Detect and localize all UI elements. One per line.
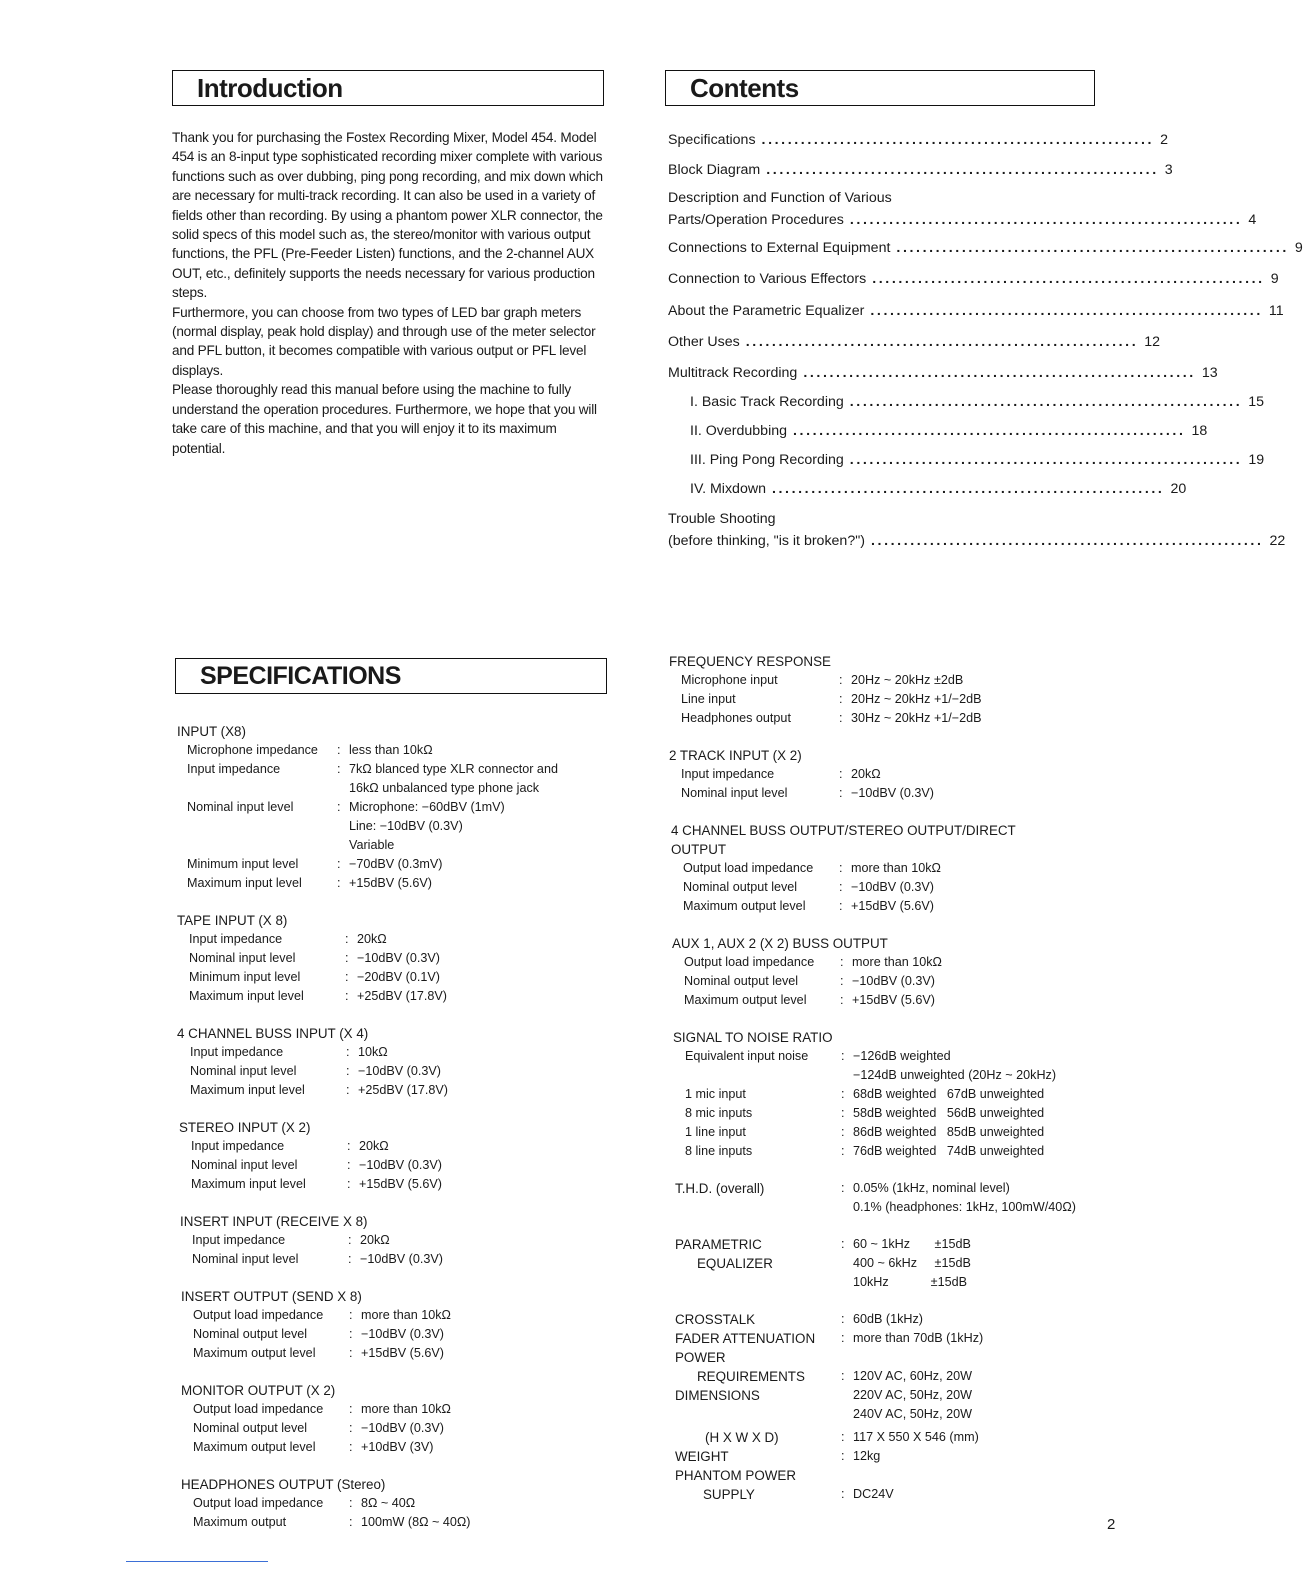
- spec-label: T.H.D. (overall): [675, 1181, 765, 1196]
- spec-label: Output load impedance: [193, 1308, 324, 1322]
- intro-paragraph-3: Please thoroughly read this manual before using the machine to fully understand the operation procedures. Furthermore, we hope that you will take care of this machine, and that you will enjoy it to its maximum potential.: [172, 382, 597, 456]
- spec-value: 100mW (8Ω ~ 40Ω): [361, 1515, 471, 1529]
- spec-value: +10dBV (3V): [361, 1440, 434, 1454]
- introduction-body: [172, 128, 604, 458]
- toc-title: About the Parametric Equalizer: [668, 303, 865, 319]
- spec-value: 0.1% (headphones: 1kHz, 100mW/40Ω): [853, 1200, 1076, 1214]
- spec-label: [675, 1198, 841, 1217]
- spec-value: Microphone: −60dBV (1mV): [349, 800, 505, 814]
- spec-value: 86dB weighted 85dB unweighted: [853, 1125, 1045, 1139]
- spec-row: [177, 779, 617, 798]
- spec-value: −20dBV (0.1V): [357, 970, 440, 984]
- spec-value: 20kΩ: [357, 932, 387, 946]
- toc-entry: (before thinking, "is it broken?") ............................................................ 22: [668, 533, 1286, 549]
- spec-value: more than 10kΩ: [852, 955, 942, 969]
- spec-label: 8 mic inputs: [685, 1106, 753, 1120]
- spec-label: [675, 1273, 841, 1292]
- spec-value: −10dBV (0.3V): [852, 974, 935, 988]
- spec-value: 20kΩ: [851, 767, 881, 781]
- toc-entry: About the Parametric Equalizer ............................................................ 11: [668, 303, 1284, 319]
- spec-row: Output load impedance : 8Ω ~ 40Ω: [181, 1494, 617, 1513]
- spec-value: more than 10kΩ: [361, 1402, 451, 1416]
- spec-value: +15dBV (5.6V): [359, 1177, 442, 1191]
- spec-label: REQUIREMENTS: [697, 1369, 805, 1384]
- toc-title: Connections to External Equipment: [668, 240, 891, 256]
- spec-row: WEIGHT : 12kg: [675, 1449, 881, 1464]
- spec-row: Input impedance : 20kΩ: [179, 1137, 617, 1156]
- toc-entry: Block Diagram ............................................................ 3: [668, 162, 1173, 178]
- spec-value: more than 10kΩ: [361, 1308, 451, 1322]
- spec-value: −10dBV (0.3V): [360, 1252, 443, 1266]
- spec-group: [177, 1287, 617, 1363]
- toc-entry: Parts/Operation Procedures ............................................................ 4: [668, 212, 1257, 228]
- spec-label: 1 mic input: [685, 1087, 746, 1101]
- toc-page: 20: [1170, 481, 1187, 497]
- spec-label: POWER: [675, 1350, 726, 1365]
- spec-value: −124dB unweighted (20Hz ~ 20kHz): [853, 1068, 1057, 1082]
- spec-row: Nominal output level : −10dBV (0.3V): [181, 1419, 617, 1438]
- spec-label: Nominal output level: [193, 1421, 308, 1435]
- spec-value: +15dBV (5.6V): [361, 1346, 444, 1360]
- spec-label: Output load impedance: [193, 1402, 324, 1416]
- spec-row: Headphones output : 30Hz ~ 20kHz +1/−2dB: [669, 709, 1109, 728]
- spec-group-title: SIGNAL TO NOISE RATIO: [673, 1030, 833, 1045]
- spec-row: REQUIREMENTS : 120V AC, 60Hz, 20W: [675, 1367, 1109, 1386]
- spec-row: Maximum output : 100mW (8Ω ~ 40Ω): [181, 1513, 617, 1532]
- spec-group-title: 4 CHANNEL BUSS OUTPUT/STEREO OUTPUT/DIRECT: [671, 823, 1016, 838]
- toc-title: III. Ping Pong Recording: [690, 452, 844, 468]
- spec-label: DIMENSIONS: [675, 1388, 760, 1403]
- toc-entry: IV. Mixdown ............................................................ 20: [690, 481, 1187, 497]
- spec-label: [685, 1066, 841, 1085]
- spec-row: Output load impedance : more than 10kΩ: [181, 1306, 617, 1325]
- spec-value: less than 10kΩ: [349, 743, 433, 757]
- spec-value: 240V AC, 50Hz, 20W: [853, 1407, 973, 1421]
- spec-label: Output load impedance: [684, 955, 815, 969]
- spec-row: Nominal input level : −10dBV (0.3V): [177, 1062, 617, 1081]
- toc-page: 9: [1294, 240, 1303, 256]
- spec-value: 16kΩ unbalanced type phone jack: [349, 781, 540, 795]
- spec-label: Nominal input level: [189, 951, 296, 965]
- specs-right-column: [669, 652, 1109, 1504]
- spec-label: Nominal input level: [187, 800, 294, 814]
- spec-value: more than 70dB (1kHz): [853, 1331, 984, 1345]
- spec-row: (H X W X D) : 117 X 550 X 546 (mm): [675, 1428, 1109, 1447]
- spec-value: 117 X 550 X 546 (mm): [853, 1430, 979, 1444]
- spec-label: Nominal output level: [193, 1327, 308, 1341]
- spec-value: DC24V: [853, 1487, 894, 1501]
- spec-row: Input impedance : 7kΩ blanced type XLR connector and: [177, 760, 617, 779]
- toc-entry: II. Overdubbing ............................................................ 18: [690, 423, 1208, 439]
- spec-row: Nominal output level : −10dBV (0.3V): [672, 972, 1109, 991]
- spec-label: Nominal input level: [192, 1252, 299, 1266]
- spec-label: Input impedance: [189, 932, 283, 946]
- toc-title: Block Diagram: [668, 162, 761, 178]
- intro-paragraph-2: Furthermore, you can choose from two types of LED bar graph meters (normal display, peak hold display) and through use of the meter selector and PFL button, it becomes compatible with various output or PFL level displays.: [172, 304, 596, 378]
- spec-label: FADER ATTENUATION: [675, 1331, 816, 1346]
- spec-label: Input impedance: [681, 767, 775, 781]
- toc-title: II. Overdubbing: [690, 423, 788, 439]
- spec-group-title: 2 TRACK INPUT (X 2): [669, 748, 802, 763]
- spec-row: Maximum input level : +25dBV (17.8V): [177, 987, 617, 1006]
- toc-title: Other Uses: [668, 334, 740, 350]
- spec-row: 1 mic input : 68dB weighted 67dB unweighted: [673, 1085, 1109, 1104]
- spec-value: 58dB weighted 56dB unweighted: [853, 1106, 1045, 1120]
- spec-value: +15dBV (5.6V): [851, 899, 934, 913]
- spec-label: [187, 779, 337, 798]
- spec-label: CROSSTALK: [675, 1312, 756, 1327]
- spec-value: −126dB weighted: [853, 1049, 951, 1063]
- spec-label: [675, 1405, 841, 1424]
- spec-row: Input impedance : 20kΩ: [180, 1231, 617, 1250]
- spec-label: Nominal input level: [191, 1158, 298, 1172]
- toc-title: I. Basic Track Recording: [690, 394, 844, 410]
- spec-value: 120V AC, 60Hz, 20W: [853, 1369, 973, 1383]
- spec-label: Nominal output level: [684, 974, 799, 988]
- spec-label: Maximum input level: [189, 989, 304, 1003]
- spec-row: PARAMETRIC : 60 ~ 1kHz ±15dB: [675, 1237, 971, 1252]
- spec-value: −10dBV (0.3V): [851, 880, 934, 894]
- spec-row: Maximum output level : +10dBV (3V): [181, 1438, 617, 1457]
- page-number: 2: [1107, 1516, 1116, 1533]
- spec-value: +25dBV (17.8V): [358, 1083, 448, 1097]
- spec-label: Maximum input level: [187, 876, 302, 890]
- spec-group: [669, 652, 1109, 728]
- spec-group-title: MONITOR OUTPUT (X 2): [181, 1383, 336, 1398]
- spec-label: Output load impedance: [193, 1496, 324, 1510]
- spec-group: [669, 1028, 1109, 1161]
- spec-value: 68dB weighted 67dB unweighted: [853, 1087, 1045, 1101]
- toc-entry: Other Uses ............................................................ 12: [668, 334, 1161, 350]
- spec-group-misc: [669, 1179, 1109, 1504]
- toc-title: Specifications: [668, 132, 756, 148]
- spec-row: Input impedance : 20kΩ: [177, 930, 617, 949]
- spec-row: FADER ATTENUATION : more than 70dB (1kHz): [675, 1331, 984, 1346]
- spec-group: [177, 1024, 617, 1100]
- spec-value: −10dBV (0.3V): [361, 1327, 444, 1341]
- spec-group: [669, 934, 1109, 1010]
- spec-row: [673, 1066, 1109, 1085]
- toc-entry: Specifications ............................................................ 2: [668, 132, 1168, 148]
- spec-label: Nominal output level: [683, 880, 798, 894]
- spec-group-title: FREQUENCY RESPONSE: [669, 654, 831, 669]
- toc-title: Parts/Operation Procedures: [668, 212, 844, 228]
- spec-label: EQUALIZER: [697, 1256, 773, 1271]
- spec-label: (H X W X D): [705, 1430, 779, 1445]
- spec-group-title: HEADPHONES OUTPUT (Stereo): [181, 1477, 386, 1492]
- toc-title: Multitrack Recording: [668, 365, 798, 381]
- spec-row: Maximum input level : +15dBV (5.6V): [179, 1175, 617, 1194]
- spec-value: more than 10kΩ: [851, 861, 941, 875]
- footer-rule: [126, 1561, 268, 1562]
- spec-row: Output load impedance : more than 10kΩ: [671, 859, 1109, 878]
- spec-value: +25dBV (17.8V): [357, 989, 447, 1003]
- toc-page: 2: [1160, 132, 1168, 148]
- spec-row: Nominal output level : −10dBV (0.3V): [181, 1325, 617, 1344]
- toc-entry-line1: Trouble Shooting: [668, 511, 776, 527]
- spec-row: Equivalent input noise : −126dB weighted: [673, 1047, 1109, 1066]
- spec-label: Microphone input: [681, 673, 778, 687]
- spec-label: Maximum output level: [684, 993, 807, 1007]
- spec-label: 8 line inputs: [685, 1144, 753, 1158]
- spec-value: 7kΩ blanced type XLR connector and: [349, 762, 558, 776]
- spec-label: Input impedance: [192, 1233, 286, 1247]
- spec-value: 60 ~ 1kHz ±15dB: [853, 1237, 971, 1251]
- toc-page: 9: [1270, 271, 1279, 287]
- spec-row: Output load impedance : more than 10kΩ: [672, 953, 1109, 972]
- spec-group: [177, 1118, 617, 1194]
- spec-row: [675, 1273, 1109, 1292]
- spec-value: −70dBV (0.3mV): [349, 857, 443, 871]
- spec-value: −10dBV (0.3V): [851, 786, 934, 800]
- introduction-heading: Introduction: [172, 70, 604, 106]
- toc-page: 12: [1144, 334, 1161, 350]
- spec-row: [177, 836, 617, 855]
- spec-value: +15dBV (5.6V): [349, 876, 432, 890]
- spec-row: Microphone input : 20Hz ~ 20kHz ±2dB: [669, 671, 1109, 690]
- toc-entry: III. Ping Pong Recording ............................................................ 19: [690, 452, 1265, 468]
- spec-row: Output load impedance : more than 10kΩ: [181, 1400, 617, 1419]
- spec-label: Maximum input level: [191, 1177, 306, 1191]
- spec-group-title: INSERT OUTPUT (SEND X 8): [181, 1289, 362, 1304]
- spec-value: −10dBV (0.3V): [358, 1064, 441, 1078]
- spec-row: [675, 1386, 1109, 1405]
- spec-label: Maximum output: [193, 1515, 287, 1529]
- spec-row: CROSSTALK : 60dB (1kHz): [675, 1312, 923, 1327]
- spec-label: Line input: [681, 692, 736, 706]
- spec-value: −10dBV (0.3V): [359, 1158, 442, 1172]
- spec-value: 220V AC, 50Hz, 20W: [853, 1388, 973, 1402]
- toc-page: 22: [1269, 533, 1286, 549]
- spec-row: Nominal input level : Microphone: −60dBV (1mV): [177, 798, 617, 817]
- spec-value: 8Ω ~ 40Ω: [361, 1496, 416, 1510]
- spec-row: Maximum output level : +15dBV (5.6V): [181, 1344, 617, 1363]
- spec-row: Minimum input level : −70dBV (0.3mV): [177, 855, 617, 874]
- spec-row: Maximum output level : +15dBV (5.6V): [672, 991, 1109, 1010]
- spec-value: 76dB weighted 74dB unweighted: [853, 1144, 1045, 1158]
- spec-row: 8 line inputs : 76dB weighted 74dB unweighted: [673, 1142, 1109, 1161]
- spec-row: 8 mic inputs : 58dB weighted 56dB unweighted: [673, 1104, 1109, 1123]
- spec-value: 60dB (1kHz): [853, 1312, 923, 1326]
- spec-row: [675, 1466, 1109, 1485]
- spec-label: Output load impedance: [683, 861, 814, 875]
- spec-label: Maximum input level: [190, 1083, 305, 1097]
- toc-entry: Connection to Various Effectors ............................................................ 9: [668, 271, 1279, 287]
- spec-label: Microphone impedance: [187, 743, 318, 757]
- spec-value: 30Hz ~ 20kHz +1/−2dB: [851, 711, 982, 725]
- spec-row: Input impedance : 10kΩ: [177, 1043, 617, 1062]
- spec-row: Nominal input level : −10dBV (0.3V): [180, 1250, 617, 1269]
- spec-row: Minimum input level : −20dBV (0.1V): [177, 968, 617, 987]
- toc-title: Connection to Various Effectors: [668, 271, 867, 287]
- spec-value: 0.05% (1kHz, nominal level): [853, 1181, 1010, 1195]
- spec-value: Line: −10dBV (0.3V): [349, 819, 463, 833]
- spec-value: −10dBV (0.3V): [357, 951, 440, 965]
- toc-entry: Connections to External Equipment ............................................................ 9: [668, 240, 1303, 256]
- toc-page: 13: [1201, 365, 1218, 381]
- spec-row: T.H.D. (overall) : 0.05% (1kHz, nominal level): [675, 1181, 1010, 1196]
- spec-group-title: TAPE INPUT (X 8): [177, 913, 288, 928]
- toc-page: 4: [1248, 212, 1257, 228]
- intro-paragraph-1: Thank you for purchasing the Fostex Recording Mixer, Model 454. Model 454 is an 8-input type sophisticated recording mixer complete with various functions such as over dubbing, ping pong recording, and mix down which are necessary for multi-track recording. It can also be used in a variety of fields other than recording. By using a phantom power XLR connector, the solid specs of this model such as, the stereo/monitor with various output functions, the PFL (Pre-Feeder Listen) functions, and the 2-channel AUX OUT, etc., definitely supports the needs necessary for various production steps.: [172, 130, 603, 301]
- spec-label: Maximum output level: [683, 899, 806, 913]
- spec-row: 1 line input : 86dB weighted 85dB unweighted: [673, 1123, 1109, 1142]
- toc-entry: Multitrack Recording ............................................................ 13: [668, 365, 1218, 381]
- spec-group-title: INSERT INPUT (RECEIVE X 8): [180, 1214, 368, 1229]
- spec-group: [177, 911, 617, 1006]
- spec-row: SUPPLY : DC24V: [675, 1485, 1109, 1504]
- spec-label: Minimum input level: [187, 857, 299, 871]
- spec-label: Maximum output level: [193, 1346, 316, 1360]
- spec-label: Headphones output: [681, 711, 791, 725]
- spec-row: Input impedance : 20kΩ: [669, 765, 1109, 784]
- table-of-contents: [668, 128, 1303, 549]
- spec-label: [187, 817, 337, 836]
- toc-page: 18: [1191, 423, 1208, 439]
- spec-value: 10kHz ±15dB: [853, 1275, 968, 1289]
- toc-page: 15: [1248, 394, 1265, 410]
- spec-label: Maximum output level: [193, 1440, 316, 1454]
- specifications-heading: SPECIFICATIONS: [175, 658, 607, 694]
- spec-group: [669, 821, 1109, 916]
- spec-label: Input impedance: [191, 1139, 285, 1153]
- spec-value: −10dBV (0.3V): [361, 1421, 444, 1435]
- spec-row: [675, 1405, 1109, 1424]
- spec-row: Nominal input level : −10dBV (0.3V): [179, 1156, 617, 1175]
- spec-label: Nominal input level: [681, 786, 788, 800]
- spec-value: Variable: [349, 838, 395, 852]
- spec-group-title-cont: OUTPUT: [671, 842, 727, 857]
- spec-row: Microphone impedance : less than 10kΩ: [177, 741, 617, 760]
- spec-row: Nominal input level : −10dBV (0.3V): [177, 949, 617, 968]
- spec-row: Nominal output level : −10dBV (0.3V): [671, 878, 1109, 897]
- spec-label: WEIGHT: [675, 1449, 729, 1464]
- spec-label: PHANTOM POWER: [675, 1468, 797, 1483]
- spec-row: [177, 817, 617, 836]
- spec-group-title: STEREO INPUT (X 2): [179, 1120, 311, 1135]
- spec-row: Maximum input level : +15dBV (5.6V): [177, 874, 617, 893]
- spec-label: Nominal input level: [190, 1064, 297, 1078]
- spec-label: 1 line input: [685, 1125, 746, 1139]
- specs-left-column: [177, 722, 617, 1532]
- toc-entry: I. Basic Track Recording ............................................................ 15: [690, 394, 1265, 410]
- spec-group: [669, 746, 1109, 803]
- toc-title: IV. Mixdown: [690, 481, 766, 497]
- toc-page: 3: [1164, 162, 1173, 178]
- spec-value: 12kg: [853, 1449, 881, 1463]
- spec-value: 10kΩ: [358, 1045, 388, 1059]
- spec-label: Equivalent input noise: [685, 1049, 809, 1063]
- toc-title: (before thinking, "is it broken?"): [668, 533, 865, 549]
- spec-value: 20kΩ: [360, 1233, 390, 1247]
- spec-group: [177, 1381, 617, 1457]
- spec-group-title: AUX 1, AUX 2 (X 2) BUSS OUTPUT: [672, 936, 888, 951]
- spec-label: [187, 836, 337, 855]
- spec-group: [177, 1475, 617, 1532]
- spec-label: Input impedance: [190, 1045, 284, 1059]
- spec-row: [675, 1254, 1109, 1273]
- spec-value: 400 ~ 6kHz ±15dB: [853, 1256, 971, 1270]
- spec-row: [675, 1198, 1109, 1217]
- spec-label: Minimum input level: [189, 970, 301, 984]
- spec-row: Nominal input level : −10dBV (0.3V): [669, 784, 1109, 803]
- spec-group-title: 4 CHANNEL BUSS INPUT (X 4): [177, 1026, 369, 1041]
- toc-entry-line1: Description and Function of Various: [668, 190, 892, 206]
- spec-row: Maximum input level : +25dBV (17.8V): [177, 1081, 617, 1100]
- spec-label: SUPPLY: [703, 1487, 755, 1502]
- spec-value: 20Hz ~ 20kHz ±2dB: [851, 673, 964, 687]
- spec-group-title: INPUT (X8): [177, 724, 246, 739]
- spec-value: +15dBV (5.6V): [852, 993, 935, 1007]
- toc-page: 19: [1248, 452, 1265, 468]
- contents-heading: Contents: [665, 70, 1095, 106]
- spec-row: Line input : 20Hz ~ 20kHz +1/−2dB: [669, 690, 1109, 709]
- spec-label: PARAMETRIC: [675, 1237, 762, 1252]
- spec-value: 20Hz ~ 20kHz +1/−2dB: [851, 692, 982, 706]
- spec-row: [675, 1348, 1109, 1367]
- toc-page: 11: [1268, 303, 1284, 319]
- spec-group: [177, 1212, 617, 1269]
- spec-row: Maximum output level : +15dBV (5.6V): [671, 897, 1109, 916]
- spec-group: [177, 722, 617, 893]
- spec-label: Input impedance: [187, 762, 281, 776]
- spec-value: 20kΩ: [359, 1139, 389, 1153]
